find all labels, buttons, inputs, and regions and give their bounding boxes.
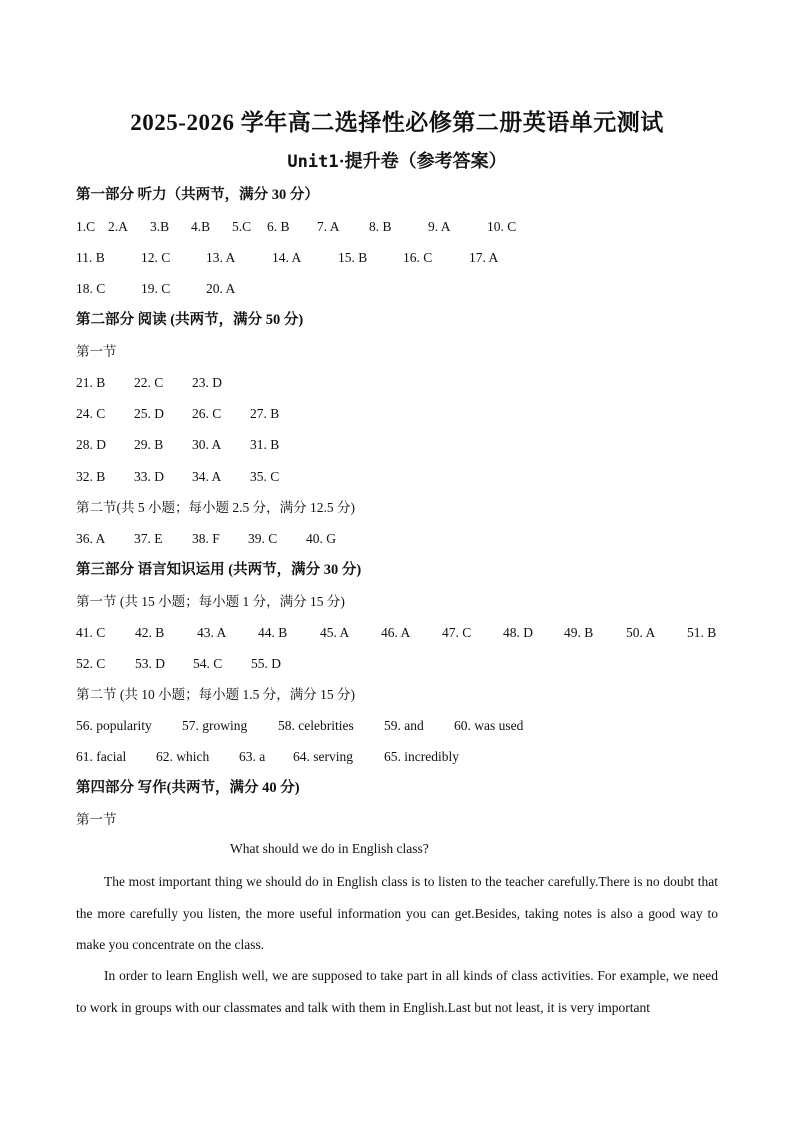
answer-item: 41. C — [76, 625, 106, 640]
answer-item: 22. C — [134, 375, 164, 390]
answer-item: 1.C — [76, 219, 96, 234]
answer-item: 63. a — [239, 749, 266, 764]
answer-item: 50. A — [626, 625, 656, 640]
answer-item: 12. C — [141, 250, 171, 265]
part3-heading: 第三部分 语言知识运用 (共两节，满分 30 分) — [76, 562, 362, 578]
answer-item: 26. C — [192, 406, 222, 421]
answer-item: 59. and — [384, 718, 424, 733]
answer-item: 39. C — [248, 531, 278, 546]
answer-item: 30. A — [192, 437, 222, 452]
answer-item: 13. A — [206, 250, 236, 265]
answer-item: 47. C — [442, 625, 472, 640]
answer-item: 46. A — [381, 625, 411, 640]
part2-section1-label: 第一节 — [76, 344, 117, 359]
part1-heading: 第一部分 听力（共两节，满分 30 分） — [76, 187, 319, 203]
part3-section2-label: 第二节 (共 10 小题；每小题 1.5 分，满分 15 分) — [76, 687, 355, 702]
answer-item: 36. A — [76, 531, 106, 546]
answer-item: 58. celebrities — [278, 718, 354, 733]
answer-item: 32. B — [76, 469, 106, 484]
part4-section1-label: 第一节 — [76, 812, 117, 827]
answer-item: 42. B — [135, 625, 165, 640]
answer-item: 35. C — [250, 469, 280, 484]
answer-item: 25. D — [134, 406, 164, 421]
answer-item: 53. D — [135, 656, 165, 671]
answer-item: 16. C — [403, 250, 433, 265]
answer-item: 19. C — [141, 281, 171, 296]
answer-item: 29. B — [134, 437, 164, 452]
answer-item: 38. F — [192, 531, 220, 546]
answer-item: 33. D — [134, 469, 164, 484]
essay-paragraph: In order to learn English well, we are supposed to take part in all kinds of class activities. For example, we need to work in groups with our classmates and talk with them in English.Last but not least, it is very important — [76, 968, 718, 1015]
answer-item: 64. serving — [293, 749, 353, 764]
answer-item: 8. B — [369, 219, 392, 234]
answer-item: 10. C — [487, 219, 517, 234]
answer-item: 28. D — [76, 437, 106, 452]
answer-item: 37. E — [134, 531, 163, 546]
subtitle-rest: ·提升卷（参考答案） — [338, 151, 507, 171]
answer-item: 4.B — [191, 219, 211, 234]
answer-item: 17. A — [469, 250, 499, 265]
answer-item: 23. D — [192, 375, 222, 390]
answer-item: 44. B — [258, 625, 288, 640]
part4-heading: 第四部分 写作(共两节，满分 40 分) — [76, 780, 300, 796]
answer-item: 61. facial — [76, 749, 127, 764]
part2-section2-label: 第二节(共 5 小题；每小题 2.5 分，满分 12.5 分) — [76, 500, 355, 515]
answer-item: 43. A — [197, 625, 227, 640]
answer-item: 56. popularity — [76, 718, 152, 733]
answer-item: 6. B — [267, 219, 290, 234]
answer-item: 2.A — [108, 219, 128, 234]
answer-item: 48. D — [503, 625, 533, 640]
page-subtitle — [0, 147, 794, 173]
answer-item: 57. growing — [182, 718, 248, 733]
answer-item: 3.B — [150, 219, 170, 234]
answer-item: 51. B — [687, 625, 717, 640]
answer-item: 65. incredibly — [384, 749, 459, 764]
answer-item: 11. B — [76, 250, 105, 265]
answer-item: 24. C — [76, 406, 106, 421]
answer-item: 15. B — [338, 250, 368, 265]
answer-item: 18. C — [76, 281, 106, 296]
answer-item: 55. D — [251, 656, 281, 671]
answer-item: 52. C — [76, 656, 106, 671]
answer-item: 7. A — [317, 219, 340, 234]
answer-item: 9. A — [428, 219, 451, 234]
part2-heading: 第二部分 阅读 (共两节，满分 50 分) — [76, 312, 304, 328]
answer-item: 34. A — [192, 469, 222, 484]
part3-section1-label: 第一节 (共 15 小题；每小题 1 分，满分 15 分) — [76, 594, 345, 609]
answer-item: 5.C — [232, 219, 252, 234]
answer-item: 40. G — [306, 531, 336, 546]
answer-item: 14. A — [272, 250, 302, 265]
answer-item: 21. B — [76, 375, 106, 390]
page-title: 2025-2026 学年高二选择性必修第二册英语单元测试 — [130, 110, 664, 135]
answer-item: 20. A — [206, 281, 236, 296]
essay-paragraph: The most important thing we should do in English class is to listen to the teacher carefully.There is no doubt that the more carefully you listen, the more useful information you can get.Besides, taking notes is also a good way to make you concentrate on the class. — [76, 874, 718, 952]
essay-title: What should we do in English class? — [230, 841, 429, 856]
answer-item: 31. B — [250, 437, 280, 452]
answer-item: 62. which — [156, 749, 210, 764]
subtitle-unit: Unit1 — [287, 152, 339, 172]
answer-item: 60. was used — [454, 718, 524, 733]
answer-item: 54. C — [193, 656, 223, 671]
answer-item: 45. A — [320, 625, 350, 640]
answer-item: 49. B — [564, 625, 594, 640]
answer-item: 27. B — [250, 406, 280, 421]
